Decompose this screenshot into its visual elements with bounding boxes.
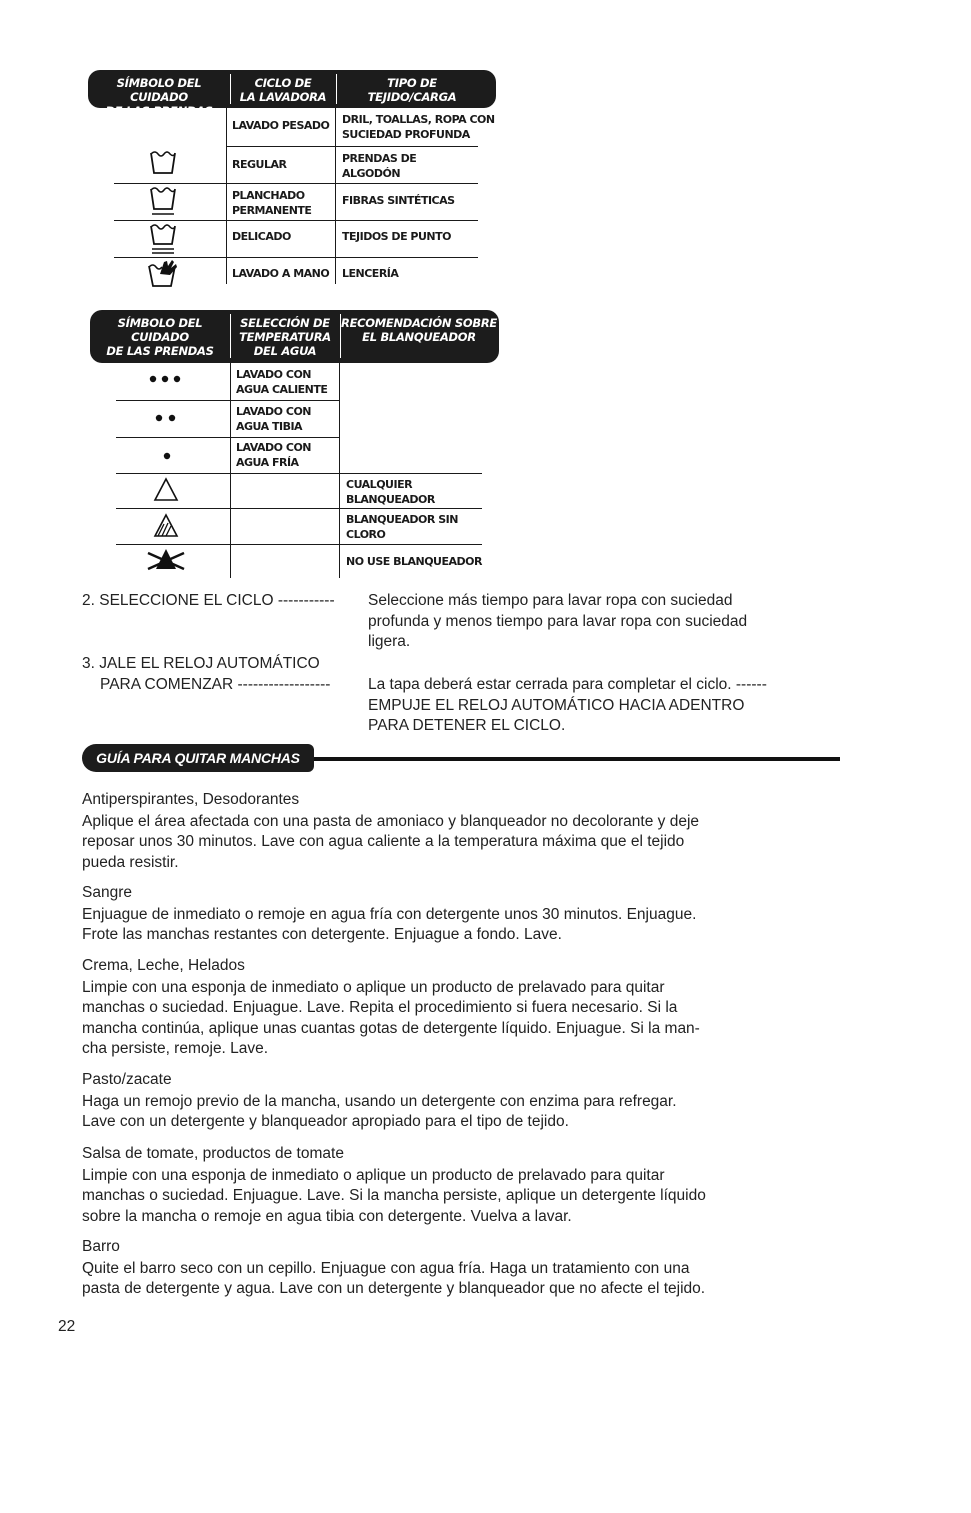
stain-mud: Barro Quite el barro seco con un cepillo. Enjuague con agua fría. Haga un tratamiento con una pasta de detergente y agua. Lave con un detergente y blanqueador que no afecte el tejido. [82,1237,822,1300]
triangle-icon [153,477,179,503]
table1-header-fabric: TIPO DE TEJIDO/CARGA [367,76,457,104]
stain-heading: Pasto/zacate [82,1071,172,1088]
wash-tub-icon [148,147,178,177]
table2-row4-bleach: BLANQUEADOR SIN CLORO [346,513,458,541]
table1-row3-fabric: TEJIDOS DE PUNTO [342,230,451,243]
stain-heading: Barro [82,1238,120,1255]
one-dot-icon [162,451,172,461]
section-rule [300,757,840,761]
step3-text: La tapa deberá estar cerrada para completar el ciclo. ------ EMPUJE EL RELOJ AUTOMÁTICO HACIA ADENTRO PARA DETENER EL CICLO. [368,676,767,734]
table1-row0-fabric: DRIL, TOALLAS, ROPA CON SUCIEDAD PROFUNDA [342,113,495,141]
wash-tub-permanent-press-icon [148,185,178,217]
stain-antiperspirant: Antiperspirantes, Desodorantes Aplique el área afectada con una pasta de amoniaco y blanqueador no decolorante y deje reposar unos 30 minutos. Lave con agua caliente a la temperatura máxima que el tejido pueda resistir. [82,790,822,873]
table2-row5-bleach: NO USE BLANQUEADOR [346,555,482,568]
step2-text: Seleccione más tiempo para lavar ropa con suciedad profunda y menos tiempo para lavar ropa con suciedad ligera. [368,592,748,650]
table1-header-symbol: SÍMBOLO DEL CUIDADO DE LAS PRENDAS [105,76,213,118]
table1-row1-fabric: PRENDAS DE ALGODÓN [342,152,417,180]
wash-tub-delicate-icon [148,222,178,256]
stain-heading: Salsa de tomate, productos de tomate [82,1145,344,1162]
table1-header [88,70,496,118]
table2-header-bleach: RECOMENDACIÓN SOBRE EL BLANQUEADOR [341,316,497,344]
step2-label: 2. SELECCIONE EL CICLO ----------- [82,592,335,609]
table2-row0-temperature: LAVADO CON AGUA CALIENTE [236,368,328,396]
table1-row0-cycle: LAVADO PESADO [232,119,330,132]
stain-guide-banner: GUÍA PARA QUITAR MANCHAS [82,744,314,772]
table2-row1-temperature: LAVADO CON AGUA TIBIA [236,405,311,433]
table2-row3-bleach: CUALQUIER BLANQUEADOR [346,478,435,506]
stain-cream: Crema, Leche, Helados Limpie con una esponja de inmediato o aplique un producto de prelavado para quitar manchas o suciedad. Enjuague. Lave. Repita el procedimiento si fuera necesario. Si la mancha continúa, aplique unas cuantas gotas de detergente líquido. Enjuague. Si la man- cha persiste, remoje. Lave. [82,956,822,1060]
stain-grass: Pasto/zacate Haga un remojo previo de la mancha, usando un detergente con enzima para refregar. Lave con un detergente y blanqueador apropiado para el tipo de tejido. [82,1070,822,1133]
table2-header-symbol: SÍMBOLO DEL CUIDADO DE LAS PRENDAS [106,316,214,358]
table1-row3-cycle: DELICADO [232,230,291,243]
two-dots-icon [154,413,178,423]
crossed-triangle-icon [144,547,188,575]
stain-heading: Crema, Leche, Helados [82,957,245,974]
table2-row2-temperature: LAVADO CON AGUA FRÍA [236,441,311,469]
table1-row4-cycle: LAVADO A MANO [232,267,330,280]
table1-header-cycle: CICLO DE LA LAVADORA [239,76,327,104]
three-dots-icon [148,374,182,384]
step3-label: 3. JALE EL RELOJ AUTOMÁTICO PARA COMENZAR ------------------ [82,655,331,693]
stain-blood: Sangre Enjuague de inmediato o remoje en agua fría con detergente unos 30 minutos. Enjuague. Frote las manchas restantes con detergente. Enjuague a fondo. Lave. [82,883,822,946]
stain-heading: Sangre [82,884,132,901]
hand-wash-icon [146,258,180,290]
table1-row2-fabric: FIBRAS SINTÉTICAS [342,194,455,207]
table2-header-temperature: SELECCIÓN DE TEMPERATURA DEL AGUA [239,316,331,358]
stain-tomato: Salsa de tomate, productos de tomate Limpie con una esponja de inmediato o aplique un producto de prelavado para quitar manchas o suciedad. Enjuague. Lave. Si la mancha persiste, aplique un detergente líquido sobre la mancha o remoje en agua tibia con detergente. Vuelva a lavar. [82,1144,822,1227]
table1-row2-cycle: PLANCHADO PERMANENTE [232,189,312,217]
page-number: 22 [58,1318,76,1335]
table1-row4-fabric: LENCERÍA [342,267,399,280]
table1-row1-cycle: REGULAR [232,158,287,171]
hatched-triangle-icon [153,513,179,539]
stain-heading: Antiperspirantes, Desodorantes [82,791,300,808]
table2-header [90,310,499,363]
